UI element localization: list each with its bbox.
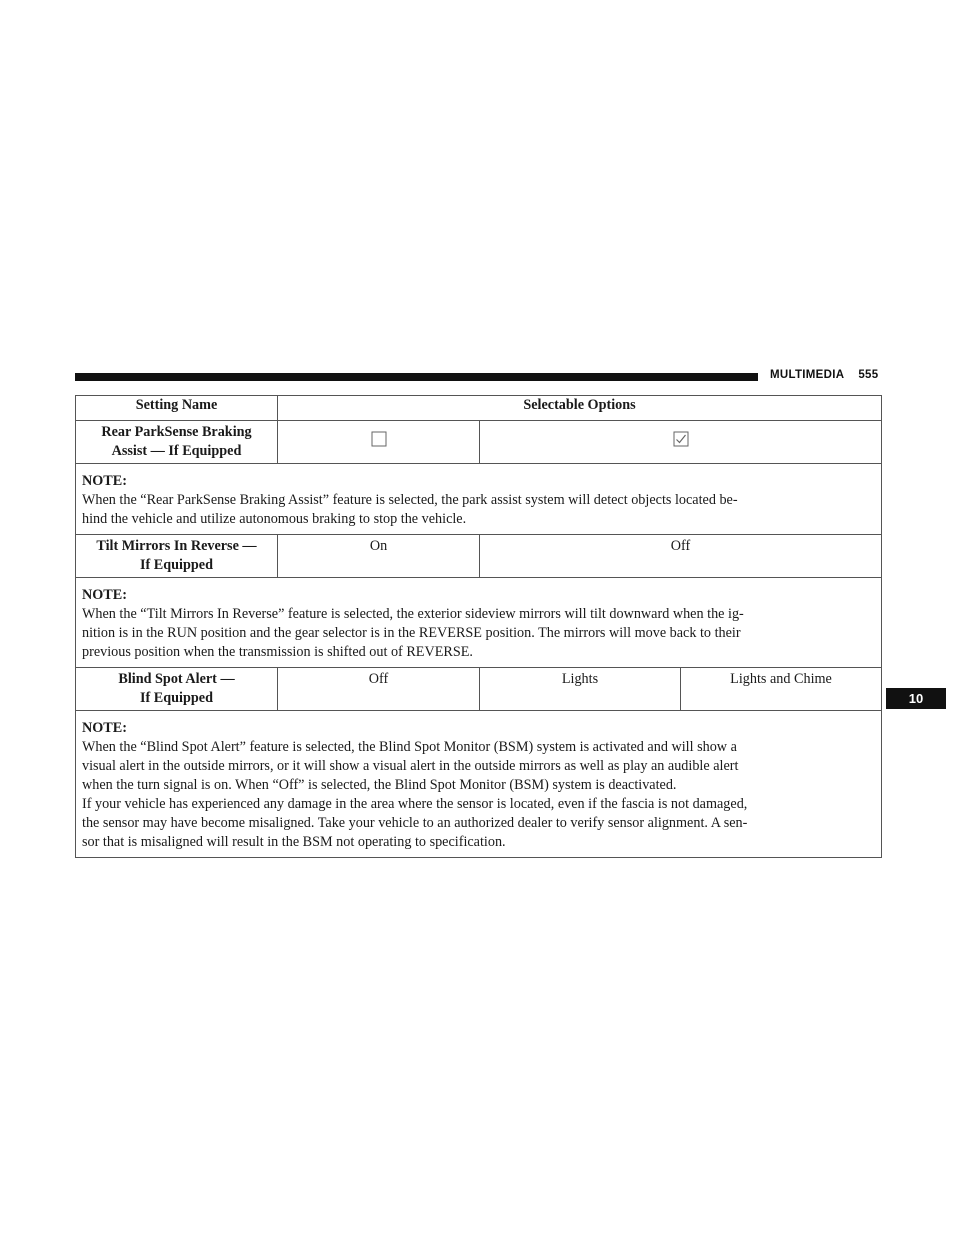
section-title: MULTIMEDIA	[770, 369, 845, 381]
running-header	[770, 369, 878, 381]
col-header-setting-name: Setting Name	[76, 396, 278, 421]
option-lights-and-chime: Lights and Chime	[681, 668, 882, 711]
note-tilt-mirrors	[76, 578, 882, 668]
note-line: When the “Tilt Mirrors In Reverse” feature is selected, the exterior sideview mirrors will tilt downward when the ig-	[82, 606, 744, 622]
note-label: NOTE:	[82, 473, 127, 489]
setting-name-line: Assist — If Equipped	[111, 443, 242, 459]
setting-name-line: If Equipped	[140, 557, 213, 573]
note-line: previous position when the transmission is shifted out of REVERSE.	[82, 644, 473, 660]
note-line: When the “Rear ParkSense Braking Assist” feature is selected, the park assist system will detect objects located be-	[82, 492, 738, 508]
option-off: Off	[480, 535, 882, 578]
setting-name-blind-spot-alert	[76, 668, 278, 711]
note-label: NOTE:	[82, 587, 127, 603]
note-line: visual alert in the outside mirrors, or it will show a visual alert in the outside mirrors as well as play an audible alert	[82, 758, 739, 774]
setting-name-line: Blind Spot Alert —	[118, 671, 235, 687]
option-off: Off	[278, 668, 480, 711]
option-on: On	[278, 535, 480, 578]
setting-name-line: If Equipped	[140, 690, 213, 706]
settings-table	[75, 395, 882, 858]
table-row	[76, 668, 882, 711]
option-unchecked	[278, 421, 480, 464]
setting-name-tilt-mirrors	[76, 535, 278, 578]
note-line: sor that is misaligned will result in the BSM not operating to specification.	[82, 834, 506, 850]
table-row	[76, 535, 882, 578]
setting-name-line: Rear ParkSense Braking	[101, 424, 252, 440]
note-blind-spot-alert	[76, 711, 882, 858]
header-rule	[75, 373, 758, 381]
note-label: NOTE:	[82, 720, 127, 736]
table-header-row	[76, 396, 882, 421]
note-line: the sensor may have become misaligned. Take your vehicle to an authorized dealer to verify sensor alignment. A sen-	[82, 815, 748, 831]
unchecked-box-icon	[371, 431, 387, 447]
page-number: 555	[858, 369, 879, 381]
option-lights: Lights	[480, 668, 681, 711]
table-row	[76, 578, 882, 668]
setting-name-rear-parksense	[76, 421, 278, 464]
note-line: hind the vehicle and utilize autonomous braking to stop the vehicle.	[82, 511, 467, 527]
note-line: When the “Blind Spot Alert” feature is selected, the Blind Spot Monitor (BSM) system is activated and will show a	[82, 739, 737, 755]
note-line: when the turn signal is on. When “Off” is selected, the Blind Spot Monitor (BSM) system is deactivated.	[82, 777, 677, 793]
note-line: nition is in the RUN position and the gear selector is in the REVERSE position. The mirrors will move back to their	[82, 625, 741, 641]
setting-name-line: Tilt Mirrors In Reverse —	[96, 538, 257, 554]
table-row	[76, 711, 882, 858]
checked-box-icon	[673, 431, 689, 447]
table-row	[76, 464, 882, 535]
note-rear-parksense	[76, 464, 882, 535]
option-checked	[480, 421, 882, 464]
table-row	[76, 421, 882, 464]
col-header-selectable-options: Selectable Options	[278, 396, 882, 421]
chapter-tab: 10	[886, 688, 946, 709]
note-line: If your vehicle has experienced any damage in the area where the sensor is located, even if the fascia is not damaged,	[82, 796, 748, 812]
